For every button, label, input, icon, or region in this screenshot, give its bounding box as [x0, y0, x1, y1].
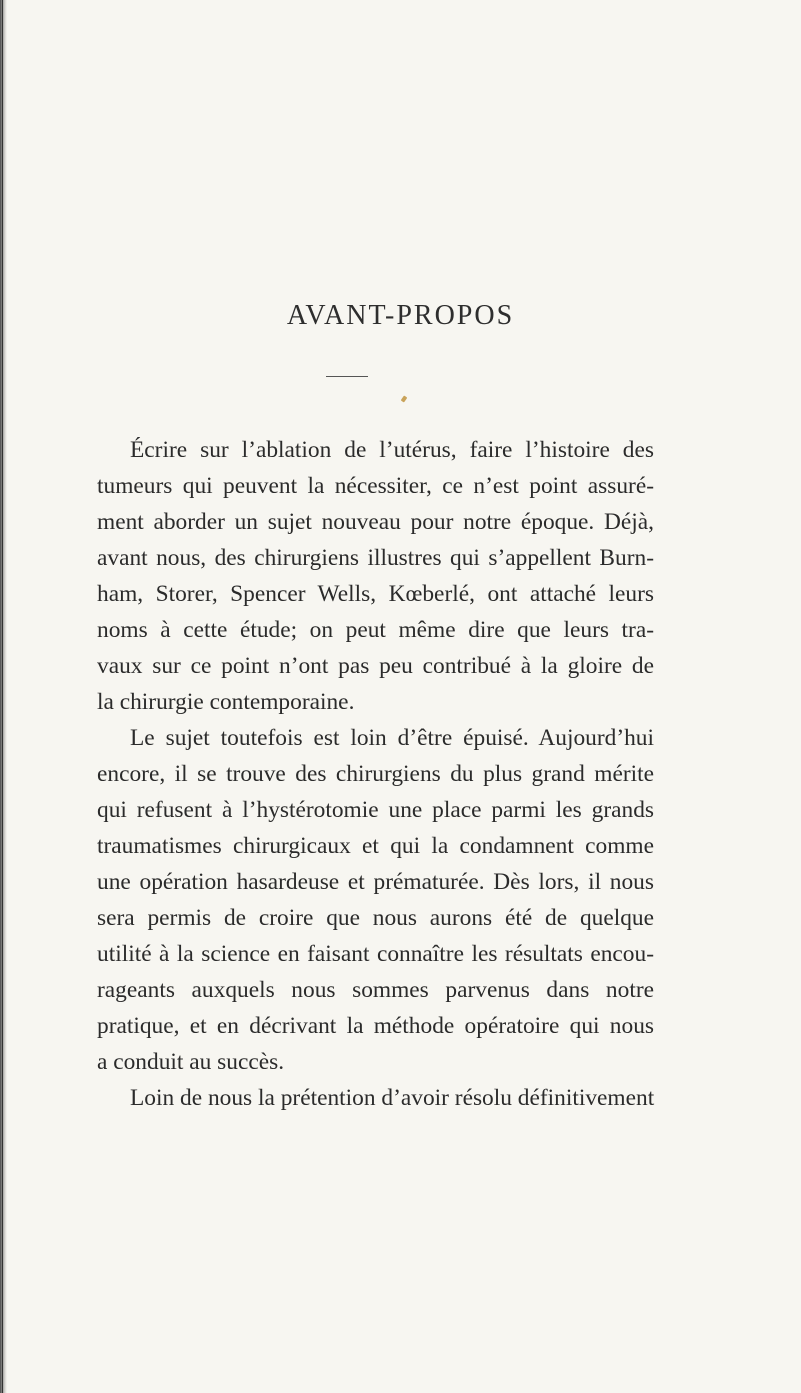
text-line: qui refusent à l’hystérotomie une place parmi les grands — [97, 797, 654, 823]
text-line: tumeurs qui peuvent la nécessiter, ce n’est point assuré- — [97, 473, 654, 499]
text-line: pratique, et en décrivant la méthode opératoire qui nous — [97, 1013, 654, 1039]
paper-speck — [401, 395, 408, 402]
text-line: Loin de nous la prétention d’avoir résolu définitivement — [130, 1085, 655, 1111]
body-text — [97, 432, 654, 1116]
text-line: sera permis de croire que nous aurons été de quelque — [97, 905, 654, 931]
page-title: AVANT-PROPOS — [286, 300, 515, 331]
text-line: a conduit au succès. — [97, 1049, 285, 1075]
text-line: une opération hasardeuse et prématurée. Dès lors, il nous — [97, 869, 654, 895]
text-line: encore, il se trouve des chirurgiens du plus grand mérite — [97, 761, 654, 787]
text-line: Écrire sur l’ablation de l’utérus, faire l’histoire des — [130, 437, 654, 463]
page-fold-line — [2, 0, 3, 1393]
text-line: Le sujet toutefois est loin d’être épuisé. Aujourd’hui — [130, 725, 654, 751]
text-line: utilité à la science en faisant connaître les résultats encou- — [97, 941, 654, 967]
text-line: vaux sur ce point n’ont pas peu contribué à la gloire de — [97, 653, 654, 679]
title-separator-rule — [326, 376, 368, 377]
text-line: rageants auxquels nous sommes parvenus dans notre — [97, 977, 654, 1003]
text-line: avant nous, des chirurgiens illustres qui s’appellent Burn- — [97, 545, 654, 571]
text-line: ment aborder un sujet nouveau pour notre époque. Déjà, — [97, 509, 654, 535]
text-line: noms à cette étude; on peut même dire que leurs tra- — [97, 617, 654, 643]
text-line: la chirurgie contemporaine. — [97, 689, 355, 715]
text-line: traumatismes chirurgicaux et qui la condamnent comme — [97, 833, 654, 859]
text-line: ham, Storer, Spencer Wells, Kœberlé, ont attaché leurs — [97, 581, 654, 607]
